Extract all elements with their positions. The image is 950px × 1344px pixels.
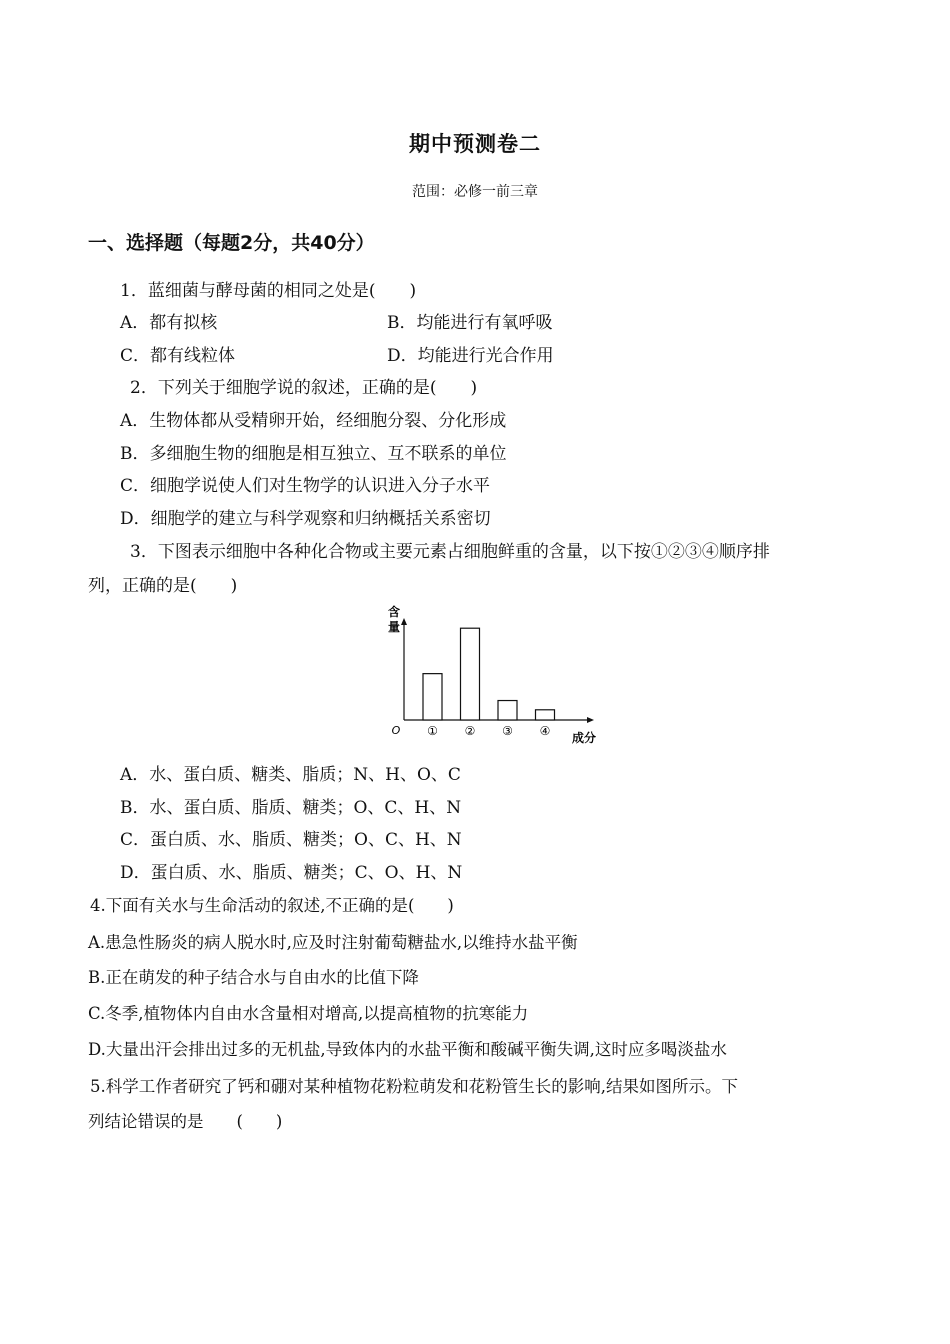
q1-option-a: A．都有拟核 (120, 313, 218, 333)
q2-stem: 2．下列关于细胞学说的叙述，正确的是( ) (130, 378, 478, 398)
q3-stem-line1: 3．下图表示细胞中各种化合物或主要元素占细胞鲜重的含量，以下按①②③④顺序排 (130, 542, 770, 562)
bar (498, 701, 517, 720)
x-axis-arrow (587, 717, 594, 723)
bar (423, 674, 442, 720)
q1-option-c: C．都有线粒体 (120, 346, 236, 366)
q3-stem-line2: 列，正确的是( ) (88, 576, 238, 596)
x-tick-label: ④ (539, 724, 551, 738)
x-tick-label: ① (427, 724, 438, 738)
q2-option-b: B．多细胞生物的细胞是相互独立、互不联系的单位 (120, 444, 507, 464)
q5-stem-line1: 5.科学工作者研究了钙和硼对某种植物花粉粒萌发和花粉管生长的影响,结果如图所示。下 (90, 1077, 738, 1096)
y-axis-arrow (401, 618, 407, 625)
q4-option-d: D.大量出汗会排出过多的无机盐,导致体内的水盐平衡和酸碱平衡失调,这时应多喝淡盐水 (88, 1040, 727, 1059)
q3-option-c: C．蛋白质、水、脂质、糖类；O、C、H、N (120, 830, 462, 850)
y-axis-label: 含 (387, 605, 401, 619)
q1-option-d: D．均能进行光合作用 (387, 346, 554, 366)
q1-option-b: B．均能进行有氧呼吸 (387, 313, 553, 333)
x-axis-label: 成分 (571, 731, 597, 745)
q3-option-d: D．蛋白质、水、脂质、糖类；C、O、H、N (120, 863, 463, 883)
page-title: 期中预测卷二 (409, 132, 541, 156)
q4-option-c: C.冬季,植物体内自由水含量相对增高,以提高植物的抗寒能力 (88, 1004, 529, 1023)
section-heading: 一、选择题（每题2分，共40分） (88, 232, 375, 254)
bar (536, 710, 555, 720)
q2-option-d: D．细胞学的建立与科学观察和归纳概括关系密切 (120, 509, 491, 529)
bar (461, 628, 480, 720)
q3-option-a: A．水、蛋白质、糖类、脂质；N、H、O、C (120, 765, 461, 785)
q4-option-a: A.患急性肠炎的病人脱水时,应及时注射葡萄糖盐水,以维持水盐平衡 (88, 933, 578, 952)
q4-option-b: B.正在萌发的种子结合水与自由水的比值下降 (88, 968, 419, 987)
q2-option-c: C．细胞学说使人们对生物学的认识进入分子水平 (120, 476, 491, 496)
content-bar-chart (380, 604, 610, 754)
x-tick-label: ③ (502, 724, 513, 738)
origin-label: O (391, 724, 401, 737)
y-axis-label: 量 (387, 620, 401, 634)
q3-option-b: B．水、蛋白质、脂质、糖类；O、C、H、N (120, 798, 462, 818)
x-tick-label: ② (464, 724, 476, 738)
q4-stem: 4.下面有关水与生命活动的叙述,不正确的是( ) (90, 896, 454, 915)
page-subtitle: 范围：必修一前三章 (412, 184, 538, 200)
q1-stem: 1．蓝细菌与酵母菌的相同之处是( ) (120, 281, 417, 301)
q2-option-a: A．生物体都从受精卵开始，经细胞分裂、分化形成 (120, 411, 507, 431)
q5-stem-line2: 列结论错误的是 ( ) (88, 1112, 283, 1131)
